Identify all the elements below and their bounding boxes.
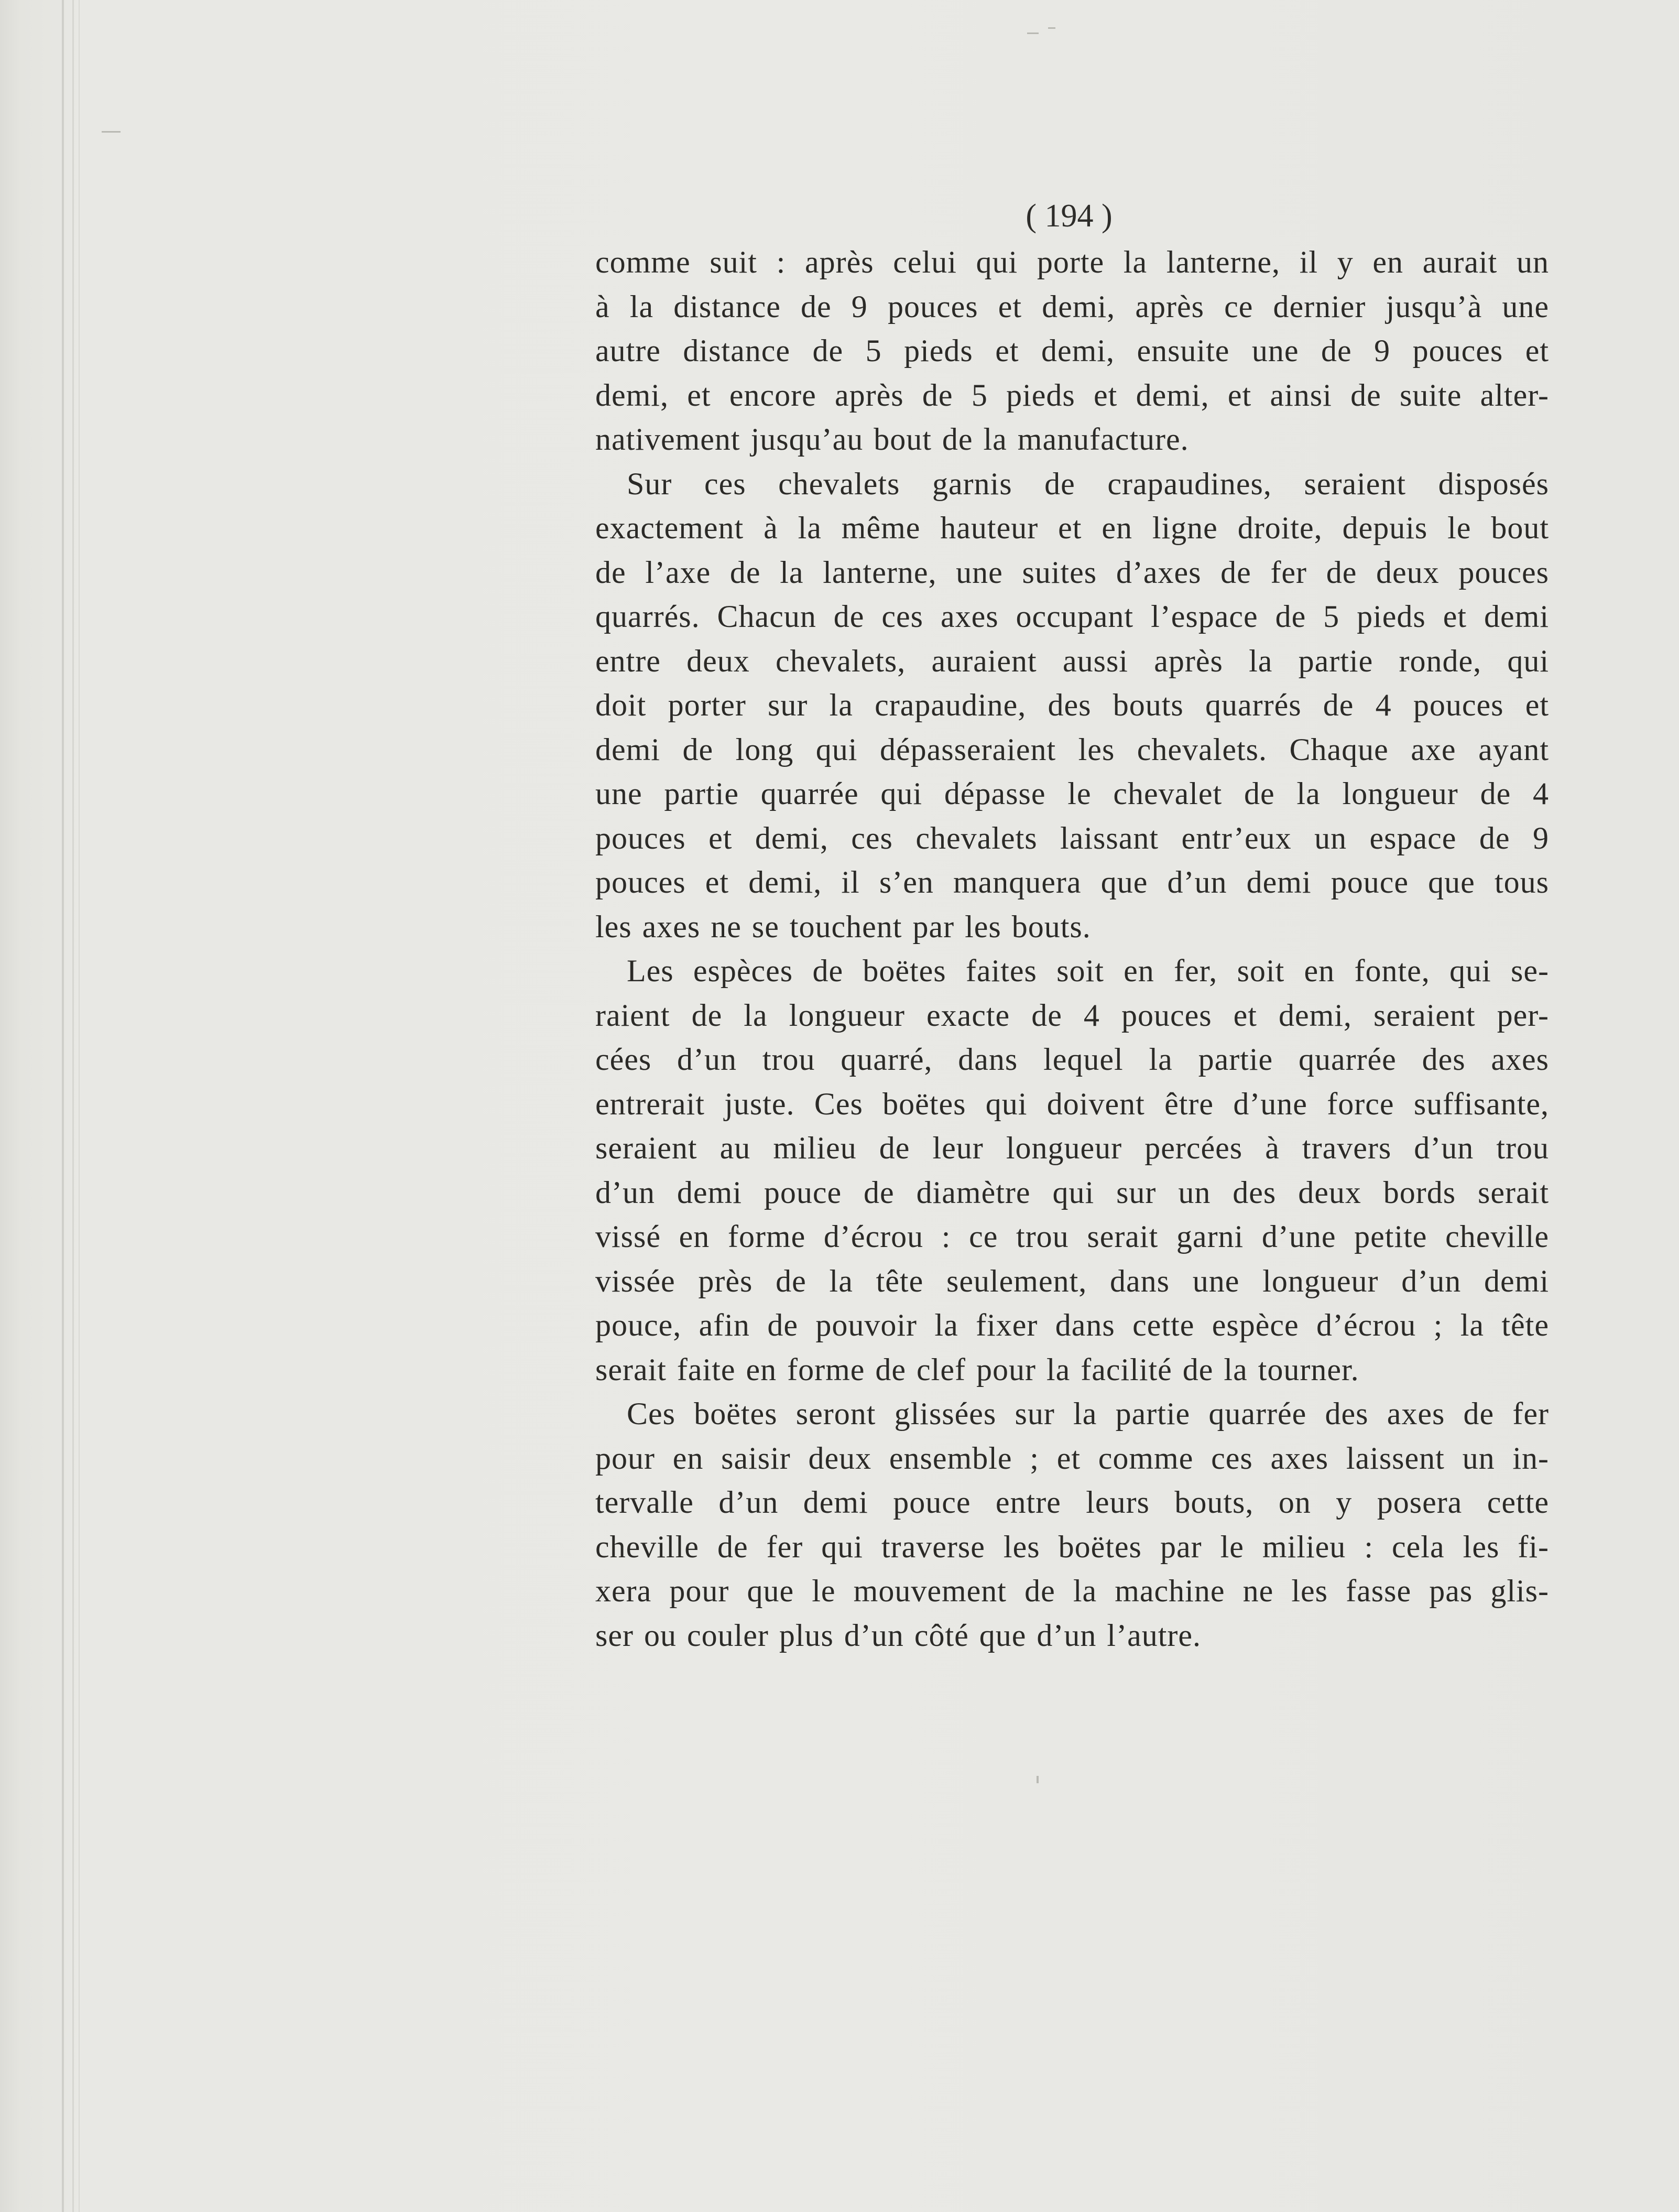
- text-line: demi de long qui dépasseraient les chevalets. Chaque axe ayant: [595, 732, 1549, 767]
- text-line: Ces boëtes seront glissées sur la partie quarrée des axes de fer: [627, 1396, 1549, 1431]
- paragraph: [595, 240, 1549, 462]
- text-line: seraient au milieu de leur longueur percées à travers d’un trou: [595, 1131, 1549, 1165]
- text-line: entrerait juste. Ces boëtes qui doivent être d’une force suffisante,: [595, 1086, 1549, 1121]
- text-line: raient de la longueur exacte de 4 pouces et demi, seraient per-: [595, 997, 1549, 1033]
- text-line: pouces et demi, il s’en manquera que d’un demi pouce que tous: [595, 865, 1549, 899]
- text-line: doit porter sur la crapaudine, des bouts quarrés de 4 pouces et: [595, 688, 1549, 722]
- paragraph: [595, 949, 1549, 1392]
- text-line: pouces et demi, ces chevalets laissant entr’eux un espace de 9: [595, 820, 1549, 855]
- text-line: nativement jusqu’au bout de la manufacture.: [595, 422, 1189, 457]
- text-line: vissé en forme d’écrou : ce trou serait garni d’une petite cheville: [595, 1219, 1549, 1254]
- page-edge-shadow: [62, 0, 64, 2212]
- text-line: xera pour que le mouvement de la machine ne les fasse pas glis-: [595, 1574, 1549, 1608]
- ink-speck: [1037, 1776, 1039, 1783]
- text-line: exactement à la même hauteur et en ligne droite, depuis le bout: [595, 511, 1549, 545]
- body-text: [595, 240, 1549, 1657]
- ink-speck: [1027, 32, 1039, 34]
- text-line: d’un demi pouce de diamètre qui sur un des deux bords serait: [595, 1175, 1549, 1210]
- text-line: pouce, afin de pouvoir la fixer dans cette espèce d’écrou ; la tête: [595, 1308, 1549, 1342]
- text-line: tervalle d’un demi pouce entre leurs bouts, on y posera cette: [595, 1485, 1549, 1520]
- text-line: à la distance de 9 pouces et demi, après ce dernier jusqu’à une: [595, 289, 1549, 324]
- text-line: demi, et encore après de 5 pieds et demi, et ainsi de suite alter-: [595, 377, 1549, 413]
- text-line: les axes ne se touchent par les bouts.: [595, 909, 1091, 944]
- text-line: Les espèces de boëtes faites soit en fer, soit en fonte, qui se-: [627, 953, 1549, 988]
- text-line: cées d’un trou quarré, dans lequel la partie quarrée des axes: [595, 1042, 1549, 1077]
- text-line: Sur ces chevalets garnis de crapaudines, seraient disposés: [627, 466, 1549, 501]
- text-line: quarrés. Chacun de ces axes occupant l’espace de 5 pieds et demi: [595, 599, 1549, 634]
- paragraph: [595, 462, 1549, 949]
- text-line: cheville de fer qui traverse les boëtes par le milieu : cela les fi-: [595, 1529, 1549, 1564]
- page-number: ( 194 ): [1026, 198, 1113, 234]
- text-line: serait faite en forme de clef pour la facilité de la tourner.: [595, 1352, 1359, 1387]
- text-line: une partie quarrée qui dépasse le chevalet de la longueur de 4: [595, 776, 1549, 811]
- page-edge-shadow: [72, 0, 74, 2212]
- text-line: autre distance de 5 pieds et demi, ensuite une de 9 pouces et: [595, 333, 1549, 368]
- text-line: vissée près de la tête seulement, dans une longueur d’un demi: [595, 1263, 1549, 1298]
- ink-speck: [1048, 27, 1055, 29]
- ink-speck: [102, 131, 121, 133]
- text-line: ser ou couler plus d’un côté que d’un l’autre.: [595, 1618, 1201, 1653]
- page-edge-shadow: [79, 0, 80, 2212]
- text-line: entre deux chevalets, auraient aussi après la partie ronde, qui: [595, 643, 1549, 678]
- paragraph: [595, 1392, 1549, 1657]
- text-line: pour en saisir deux ensemble ; et comme ces axes laissent un in-: [595, 1440, 1549, 1476]
- text-line: de l’axe de la lanterne, une suites d’axes de fer de deux pouces: [595, 555, 1549, 590]
- text-line: comme suit : après celui qui porte la lanterne, il y en aurait un: [595, 245, 1549, 279]
